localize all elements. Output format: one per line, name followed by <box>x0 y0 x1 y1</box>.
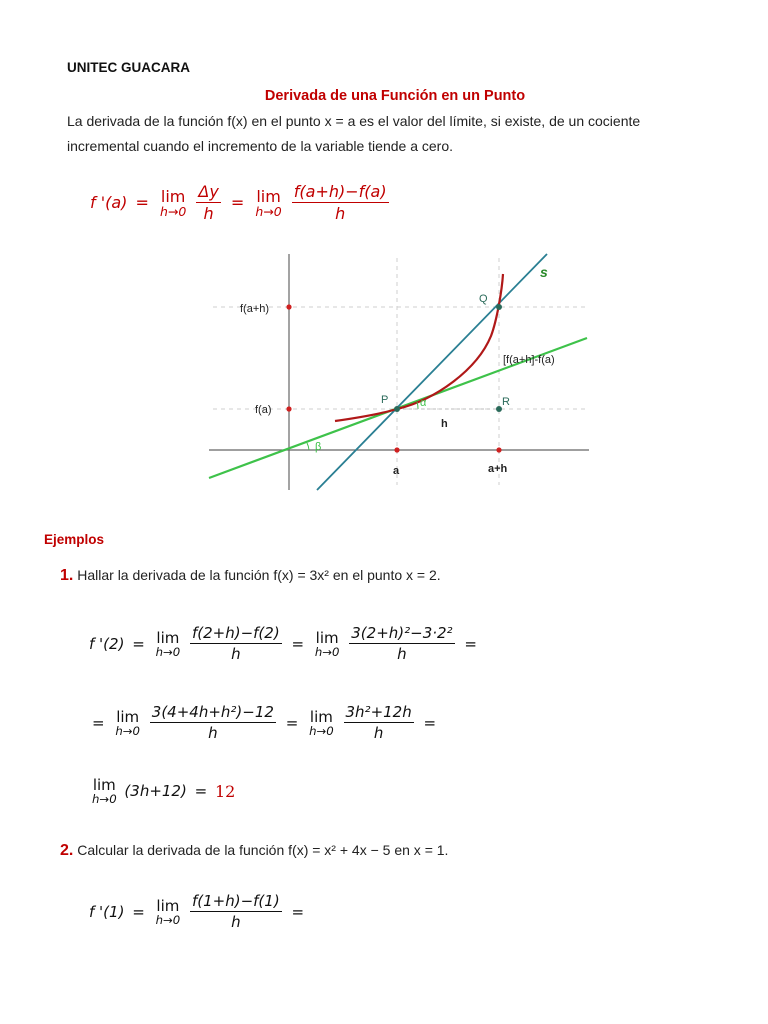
axis-point-a <box>394 447 399 452</box>
example-2-step-1: f '(1) = lim h→0 $\frac{f(1+h)-f(1)}{h}$ = <box>89 892 305 931</box>
definition-paragraph: La derivada de la función f(x) en el punto x = a es el valor del límite, si existe, de un cociente incremental cuando el incremento de la variable tiende a cero. <box>67 113 641 154</box>
quotient-delta: $\frac{\Delta y}{h}$ <box>198 182 219 223</box>
equals-sign: = <box>135 193 149 212</box>
label-difference: [f(a+h]-f(a) <box>503 354 555 366</box>
limit-operator: lim h→0 <box>255 186 282 219</box>
label-beta: β <box>315 441 322 453</box>
secant-line <box>317 254 547 490</box>
label-r: R <box>502 396 510 408</box>
tangent-secant-graph <box>205 250 595 495</box>
limit-operator: lim h→0 <box>160 186 187 219</box>
label-s: s <box>540 264 548 280</box>
example-1-text: Hallar la derivada de la función f(x) = 3x² en el punto x = 2. <box>77 567 441 583</box>
example-2-statement <box>60 842 448 860</box>
axis-point-ah <box>496 447 501 452</box>
label-q: Q <box>479 293 488 305</box>
formula-lhs: f '(a) <box>90 193 128 212</box>
derivative-definition-formula <box>90 182 391 223</box>
difference-quotient: $\frac{f(a+h)-f(a)}{h}$ <box>293 182 387 223</box>
label-fa: f(a) <box>255 404 272 416</box>
point-p <box>394 406 400 412</box>
example-1-number: 1. <box>60 567 74 584</box>
function-curve <box>335 274 503 421</box>
example-1-step-1: f '(2) = lim h→0 $\frac{f(2+h)-f(2)}{h}$ = lim h→0 $\frac{\text{3(2+h)²−3·2²}}{h}$ = <box>89 624 477 663</box>
section-title-examples: Ejemplos <box>44 532 105 547</box>
point-q <box>496 304 502 310</box>
label-p: P <box>381 394 389 406</box>
page-title: Derivada de una Función en un Punto <box>264 88 526 104</box>
example-1-statement <box>60 567 441 585</box>
axis-point-fa <box>286 406 291 411</box>
label-a-plus-h: a+h <box>488 463 508 475</box>
label-alpha: α <box>420 397 427 409</box>
equals-sign: = <box>230 193 245 212</box>
document-header: UNITEC GUACARA <box>67 60 190 75</box>
example-2-text: Calcular la derivada de la función f(x) = x² + 4x − 5 en x = 1. <box>77 842 449 858</box>
example-1-step-3: lim h→0 (3h+12) = 12 <box>92 776 236 806</box>
label-a: a <box>393 465 400 477</box>
axis-point-fah <box>286 304 291 309</box>
label-h: h <box>441 418 448 430</box>
example-2-number: 2. <box>60 842 74 859</box>
example-1-step-2: = lim h→0 $\frac{\text{3(4+4h+h²)−12}}{h}$ = lim h→0 $\frac{\text{3h²+12h}}{h}$ = <box>92 703 437 742</box>
label-fah: f(a+h) <box>240 303 270 315</box>
example-1-result: 12 <box>214 781 236 801</box>
